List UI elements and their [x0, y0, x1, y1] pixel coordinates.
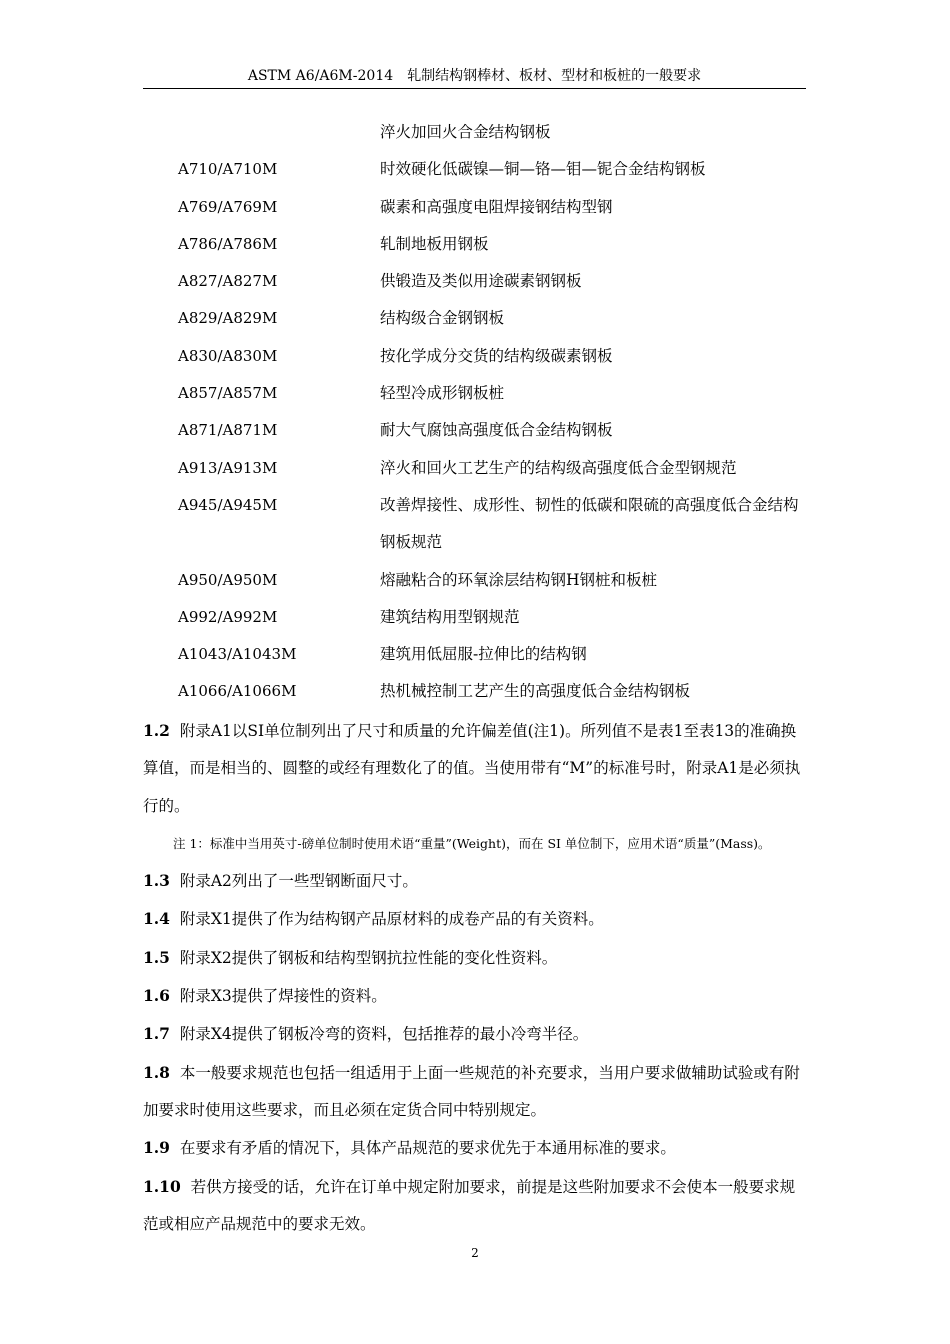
- paragraph-1-9: [143, 1129, 806, 1167]
- clause-number: 1.4: [143, 909, 170, 929]
- clause-number: 1.5: [143, 947, 170, 967]
- paragraph-1-6: [143, 977, 806, 1015]
- clause-number: 1.6: [143, 986, 170, 1006]
- standard-desc: 结构级合金钢钢板: [380, 309, 505, 328]
- paragraph-1-2: [143, 712, 806, 825]
- standard-code: A829/A829M: [178, 309, 278, 328]
- clause-number: 1.7: [143, 1024, 170, 1044]
- standard-code: A1066/A1066M: [178, 682, 297, 701]
- standard-row: [143, 599, 806, 636]
- clause-text: 附录A1以SI单位制列出了尺寸和质量的允许偏差值(注1)。所列值不是表1至表13的准确换算值，而是相当的、圆整的或经有理数化了的值。当使用带有“M”的标准号时，附录A1是必须执行的。: [143, 722, 801, 815]
- paragraph-1-7: [143, 1015, 806, 1053]
- standard-code: A830/A830M: [178, 346, 278, 365]
- standard-code: A769/A769M: [178, 197, 278, 216]
- standard-code: A1043/A1043M: [178, 645, 297, 664]
- standard-row: [143, 673, 806, 710]
- standard-code: A950/A950M: [178, 570, 278, 589]
- clause-text: 附录A2列出了一些型钢断面尺寸。: [179, 872, 418, 891]
- standard-desc: 淬火和回火工艺生产的结构级高强度低合金型钢规范: [380, 458, 737, 477]
- referenced-standards-list: [143, 114, 806, 711]
- standard-row: [143, 151, 806, 188]
- standard-desc: 改善焊接性、成形性、韧性的低碳和限硫的高强度低合金结构钢板规范: [380, 495, 799, 552]
- scope-paragraphs: [143, 712, 806, 1243]
- standard-code: A913/A913M: [178, 458, 278, 477]
- running-header: ASTM A6/A6M-2014 轧制结构钢棒材、板材、型材和板桩的一般要求: [247, 68, 702, 84]
- page-number: 2: [471, 1246, 479, 1260]
- standard-desc: 轧制地板用钢板: [380, 234, 489, 253]
- standard-desc: 热机械控制工艺产生的高强度低合金结构钢板: [380, 682, 691, 701]
- standard-row: [143, 114, 806, 151]
- clause-number: 1.10: [143, 1176, 181, 1196]
- clause-text: 若供方接受的话，允许在订单中规定附加要求，前提是这些附加要求不会使本一般要求规范或相应产品规范中的要求无效。: [143, 1177, 796, 1233]
- clause-number: 1.8: [143, 1062, 170, 1082]
- clause-number: 1.2: [143, 721, 170, 740]
- standard-row: [143, 189, 806, 226]
- paragraph-1-8: [143, 1054, 806, 1130]
- standard-code: A945/A945M: [178, 495, 278, 514]
- standard-row: [143, 338, 806, 375]
- standard-desc: 碳素和高强度电阻焊接钢结构型钢: [380, 197, 613, 216]
- standard-desc: 轻型冷成形钢板桩: [380, 384, 505, 403]
- clause-text: 附录X1提供了作为结构钢产品原材料的成卷产品的有关资料。: [179, 910, 604, 929]
- standard-code: A871/A871M: [178, 421, 278, 440]
- header-rule: [143, 88, 806, 89]
- standard-desc: 按化学成分交货的结构级碳素钢板: [380, 346, 613, 365]
- paragraph-1-4: [143, 900, 806, 938]
- standard-row: [143, 636, 806, 673]
- clause-text: 附录X2提供了钢板和结构型钢抗拉性能的变化性资料。: [179, 948, 558, 967]
- paragraph-1-10: [143, 1168, 806, 1244]
- standard-code: A857/A857M: [178, 384, 278, 403]
- standard-desc: 熔融粘合的环氧涂层结构钢H钢桩和板桩: [380, 570, 658, 589]
- clause-text: 附录X3提供了焊接性的资料。: [179, 987, 387, 1006]
- standard-row: [143, 450, 806, 487]
- clause-number: 1.3: [143, 871, 170, 891]
- note-1: 注 1：标准中当用英寸-磅单位制时使用术语“重量”(Weight)，而在 SI 单位制下，应用术语“质量”(Mass)。: [173, 835, 771, 851]
- standard-row: [143, 226, 806, 263]
- standard-row: [143, 487, 806, 562]
- paragraph-1-3: [143, 862, 806, 900]
- standard-row: [143, 412, 806, 449]
- standard-desc: 建筑结构用型钢规范: [380, 607, 520, 626]
- clause-text: 附录X4提供了钢板冷弯的资料，包括推荐的最小冷弯半径。: [179, 1025, 589, 1044]
- clause-text: 在要求有矛盾的情况下，具体产品规范的要求优先于本通用标准的要求。: [179, 1139, 676, 1158]
- standard-desc: 供锻造及类似用途碳素钢钢板: [380, 272, 582, 291]
- standard-desc: 建筑用低屈服-拉伸比的结构钢: [380, 645, 587, 664]
- standard-desc: 时效硬化低碳镍—铜—铬—钼—铌合金结构钢板: [380, 160, 706, 179]
- paragraph-1-5: [143, 939, 806, 977]
- standard-desc: 耐大气腐蚀高强度低合金结构钢板: [380, 421, 613, 440]
- standard-row: [143, 263, 806, 300]
- standard-row: [143, 375, 806, 412]
- standard-desc: 淬火加回火合金结构钢板: [380, 123, 551, 141]
- standard-row: [143, 562, 806, 599]
- standard-code: A786/A786M: [178, 234, 278, 253]
- standard-code: A992/A992M: [178, 607, 278, 626]
- clause-text: 本一般要求规范也包括一组适用于上面一些规范的补充要求，当用户要求做辅助试验或有附加要求时使用这些要求，而且必须在定货合同中特别规定。: [143, 1063, 800, 1119]
- standard-row: [143, 300, 806, 337]
- standard-code: A710/A710M: [178, 160, 278, 179]
- clause-number: 1.9: [143, 1138, 170, 1158]
- standard-code: A827/A827M: [178, 272, 278, 291]
